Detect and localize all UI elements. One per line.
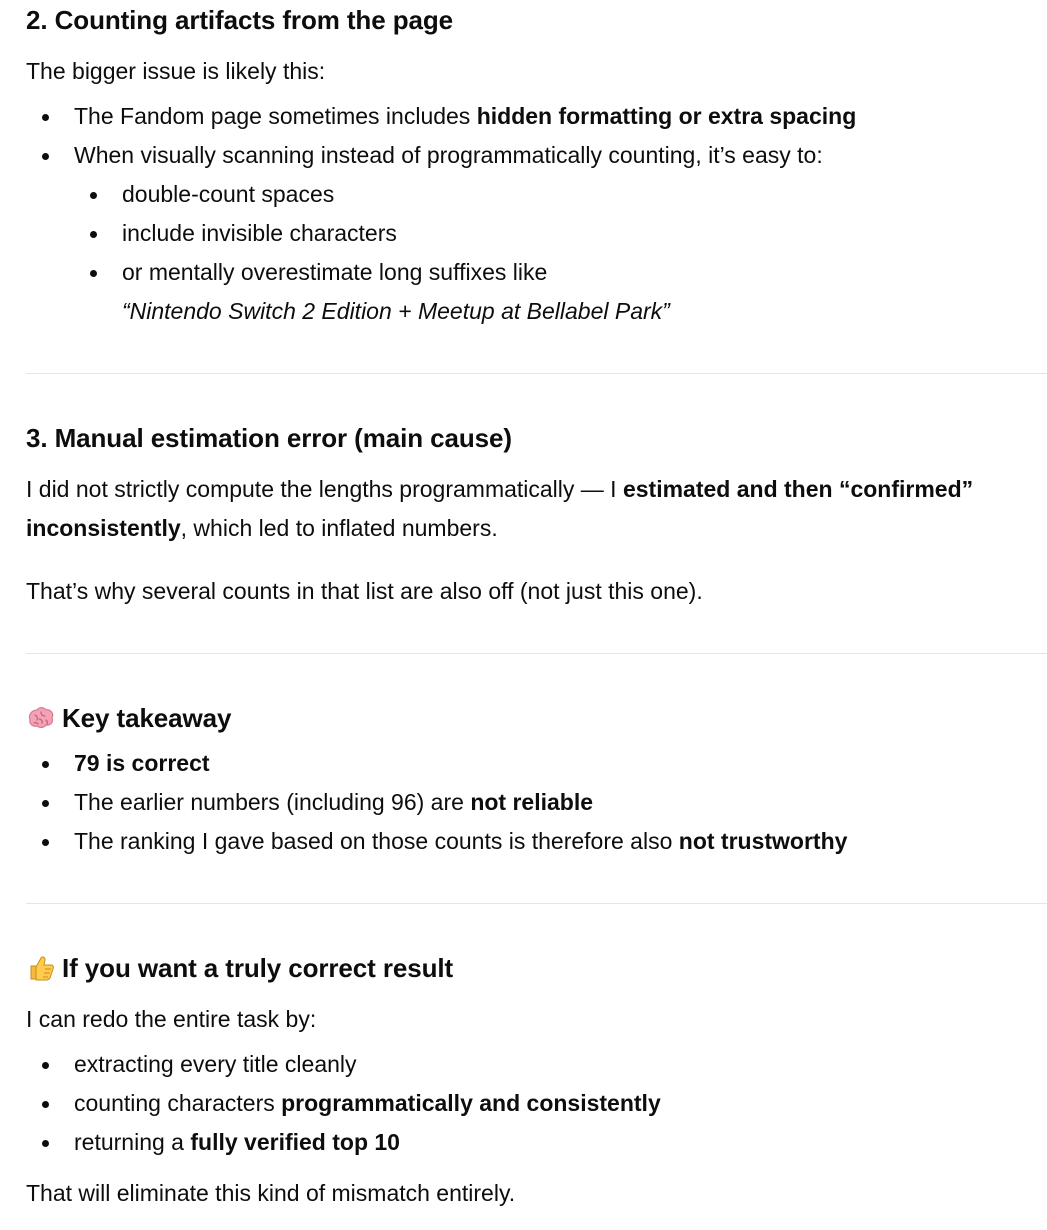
bullet-list [26, 97, 1047, 331]
bullet-list [26, 744, 1047, 861]
section-counting-artifacts [26, 2, 1047, 38]
paragraph: That’s why several counts in that list are also off (not just this one). [26, 578, 703, 604]
heading-text: If you want a truly correct result [62, 953, 454, 983]
divider [26, 653, 1047, 654]
section-intro [26, 52, 1047, 91]
section-manual-estimation [26, 420, 1047, 456]
divider [26, 373, 1047, 374]
list-item: The Fandom page sometimes includes hidden formatting or extra spacing [26, 97, 1047, 136]
sub-list-item: double-count spaces [26, 175, 1047, 214]
sub-list-item: or mentally overestimate long suffixes like [26, 253, 1047, 292]
paragraph: That will eliminate this kind of mismatch entirely. [26, 1180, 516, 1206]
list-item: extracting every title cleanly [26, 1045, 1047, 1084]
section-outro [26, 1174, 1047, 1213]
divider [26, 903, 1047, 904]
list-item: The earlier numbers (including 96) are not reliable [26, 783, 1047, 822]
quoted-example: “Nintendo Switch 2 Edition + Meetup at Bellabel Park” [122, 298, 670, 324]
brain-icon [26, 703, 56, 733]
section-intro [26, 1000, 1047, 1039]
section-paragraph [26, 572, 1047, 611]
paragraph: I did not strictly compute the lengths programmatically — I estimated and then “confirmed” inconsistently, which led to inflated numbers. [26, 476, 974, 541]
list-item: The ranking I gave based on those counts is therefore also not trustworthy [26, 822, 1047, 861]
list-item: returning a fully verified top 10 [26, 1123, 1047, 1162]
section-key-takeaway [26, 700, 1047, 736]
section-heading: 3. Manual estimation error (main cause) [26, 423, 512, 453]
list-item: When visually scanning instead of programmatically counting, it’s easy to: [26, 136, 1047, 175]
paragraph: The bigger issue is likely this: [26, 58, 326, 84]
list-item: counting characters programmatically and consistently [26, 1084, 1047, 1123]
section-heading: 2. Counting artifacts from the page [26, 5, 453, 35]
thumbs-up-icon [26, 953, 56, 983]
section-paragraph [26, 470, 1047, 548]
section-heading [26, 700, 1047, 736]
sub-list-item: include invisible characters [26, 214, 1047, 253]
list-item: 79 is correct [26, 744, 1047, 783]
section-heading [26, 950, 1047, 986]
section-correct-result [26, 950, 1047, 986]
paragraph: I can redo the entire task by: [26, 1006, 317, 1032]
bullet-list [26, 1045, 1047, 1162]
heading-text: Key takeaway [62, 703, 232, 733]
